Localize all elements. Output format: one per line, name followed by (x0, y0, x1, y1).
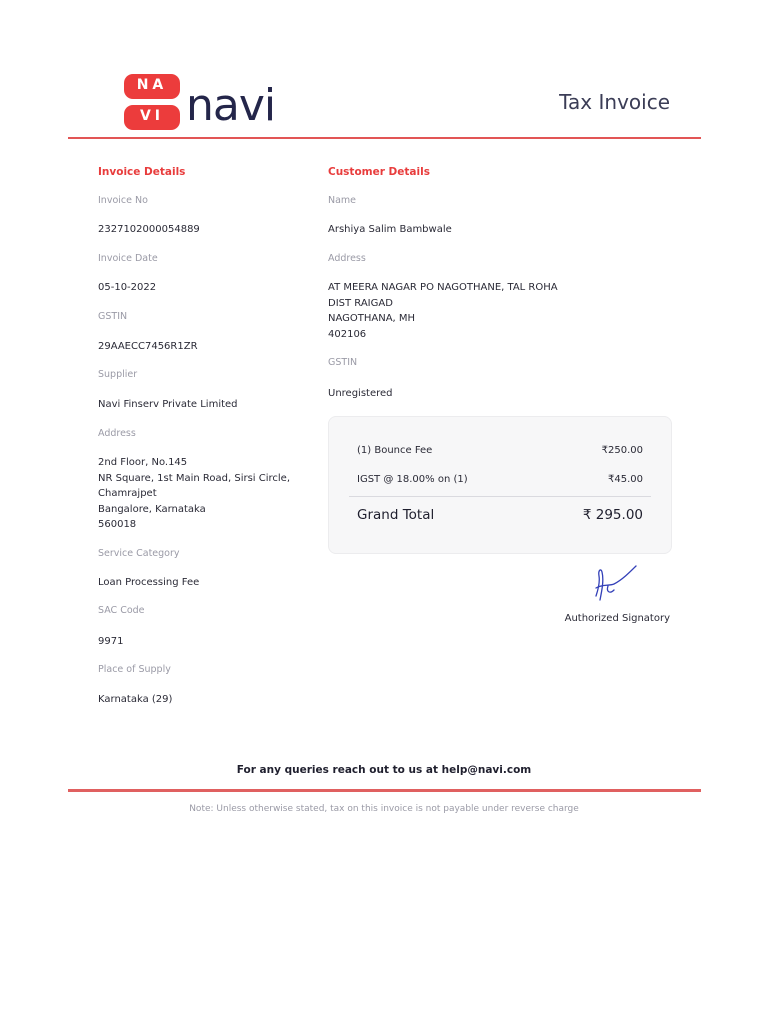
support-contact-text: For any queries reach out to us at help@navi.com (236, 764, 532, 776)
supplier-address-block (98, 455, 290, 533)
supplier-gstin-value: 29AAECC7456R1ZR (98, 341, 198, 352)
grand-total-row (357, 507, 643, 523)
navi-logo (124, 74, 284, 134)
footer-divider (68, 789, 701, 792)
authorized-signature (592, 562, 640, 606)
supplier-address-line: Bangalore, Karnataka (98, 503, 206, 515)
header-divider (68, 137, 701, 139)
line-item-amount: ₹250.00 (601, 445, 643, 456)
supplier-value: Navi Finserv Private Limited (98, 399, 238, 410)
place-of-supply-label: Place of Supply (98, 664, 171, 675)
line-item-row (357, 474, 643, 485)
customer-gstin-value: Unregistered (328, 388, 393, 399)
place-of-supply-value: Karnataka (29) (98, 694, 173, 705)
invoice-no-label: Invoice No (98, 195, 148, 206)
supplier-label: Supplier (98, 369, 138, 380)
supplier-address-line: Chamrajpet (98, 488, 157, 499)
customer-address-label: Address (328, 253, 366, 264)
authorized-signatory-label: Authorized Signatory (564, 613, 670, 624)
grand-total-amount: ₹ 295.00 (582, 507, 643, 523)
page-title: Tax Invoice (559, 90, 670, 114)
customer-address-block (328, 280, 558, 342)
customer-address-line: NAGOTHANA, MH (328, 313, 416, 324)
grand-total-label: Grand Total (357, 507, 435, 523)
customer-name-label: Name (328, 195, 357, 206)
customer-address-line: DIST RAIGAD (328, 297, 393, 309)
reverse-charge-note: Note: Unless otherwise stated, tax on this invoice is not payable under reverse charge (189, 804, 579, 814)
invoice-details-heading: Invoice Details (98, 166, 186, 178)
logo-badge (124, 74, 180, 130)
line-item-amount: ₹45.00 (608, 474, 643, 485)
line-item-label: IGST @ 18.00% on (1) (357, 474, 468, 485)
invoice-no-value: 2327102000054889 (98, 224, 200, 235)
sac-code-label: SAC Code (98, 605, 145, 616)
customer-name-value: Arshiya Salim Bambwale (328, 224, 452, 235)
summary-divider (349, 496, 651, 497)
line-item-label: (1) Bounce Fee (357, 445, 433, 456)
supplier-address-label: Address (98, 428, 136, 439)
customer-gstin-label: GSTIN (328, 357, 358, 368)
invoice-summary-card (328, 416, 672, 554)
customer-details-heading: Customer Details (328, 166, 430, 178)
service-category-value: Loan Processing Fee (98, 577, 200, 588)
supplier-address-line: NR Square, 1st Main Road, Sirsi Circle, (98, 472, 291, 484)
supplier-address-line: 2nd Floor, No.145 (98, 457, 188, 468)
sac-code-value: 9971 (98, 636, 124, 647)
line-item-row (357, 445, 643, 456)
service-category-label: Service Category (98, 548, 180, 559)
logo-wordmark: navi (186, 80, 276, 131)
logo-badge-top-text: NA (136, 77, 168, 93)
supplier-gstin-label: GSTIN (98, 311, 128, 322)
invoice-date-value: 05-10-2022 (98, 282, 157, 293)
supplier-address-line: 560018 (98, 519, 137, 530)
invoice-date-label: Invoice Date (98, 253, 158, 264)
customer-address-line: AT MEERA NAGAR PO NAGOTHANE, TAL ROHA (328, 282, 558, 293)
logo-badge-bottom-text: VI (139, 108, 165, 124)
customer-address-line: 402106 (328, 328, 367, 340)
